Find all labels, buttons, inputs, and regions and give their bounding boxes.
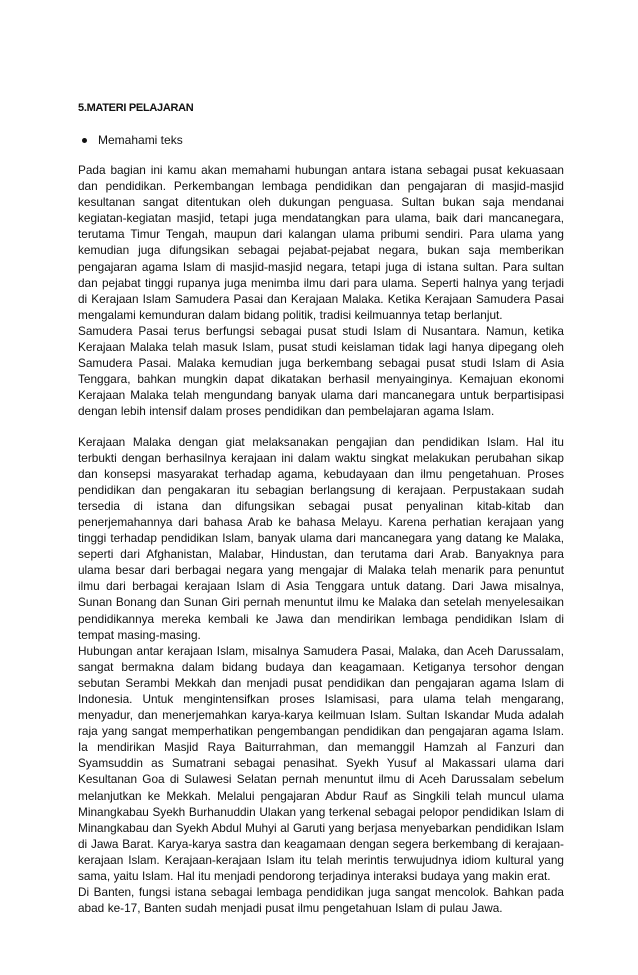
section-heading: 5.MATERI PELAJARAN bbox=[78, 102, 194, 114]
paragraph-1: Pada bagian ini kamu akan memahami hubungan antara istana sebagai pusat kekuasaan dan pendidikan. Perkembangan lembaga pendidikan dan pengajaran di masjid-masjid kesultanan sangat ditentukan oleh dukungan penguasa. Sultan bukan saja mendanai kegiatan-kegiatan masjid, tetapi juga mendatangkan para ulama, baik dari mancanegara, terutama Timur Tengah, maupun dari kalangan ulama pribumi sendiri. Para ulama yang kemudian juga difungsikan sebagai pejabat-pejabat negara, bukan saja memberikan pengajaran agama Islam di masjid-masjid negara, tetapi juga di istana sultan. Para sultan dan pejabat tinggi rupanya juga menimba ilmu dari para ulama. Seperti halnya yang terjadi di Kerajaan Islam Samudera Pasai dan Kerajaan Malaka. Ketika Kerajaan Samudera Pasai mengalami kemunduran dalam bidang politik, tradisi keilmuannya tetap berlanjut. bbox=[78, 163, 564, 322]
paragraph-2: Samudera Pasai terus berfungsi sebagai pusat studi Islam di Nusantara. Namun, ketika Kerajaan Malaka telah masuk Islam, pusat studi keislaman tidak lagi hanya dipegang oleh Samudera Pasai. Malaka kemudian juga berkembang sebagai pusat studi Islam di Asia Tenggara, bahkan mungkin dapat dikatakan berhasil menyainginya. Kemajuan ekonomi Kerajaan Malaka telah mengundang banyak ulama dari mancanegara untuk berpartisipasi dengan lebih intensif dalam proses pendidikan dan pembelajaran agama Islam. bbox=[78, 323, 564, 419]
bullet-list-item bbox=[78, 133, 564, 148]
bullet-item-label: Memahami teks bbox=[98, 133, 183, 147]
paragraph-5: Di Banten, fungsi istana sebagai lembaga pendidikan juga sangat mencolok. Bahkan pada abad ke-17, Banten sudah menjadi pusat ilmu pengetahuan Islam di pulau Jawa. bbox=[78, 885, 564, 916]
paragraph-4: Hubungan antar kerajaan Islam, misalnya Samudera Pasai, Malaka, dan Aceh Darussalam, sangat bermakna dalam bidang budaya dan keagamaan. Ketiganya tersohor dengan sebutan Serambi Mekkah dan menjadi pusat pendidikan dan pengajaran agama Islam di Indonesia. Untuk mengintensifkan proses Islamisasi, para ulama telah mengarang, menyadur, dan menerjemahkan karya-karya keilmuan Islam. Sultan Iskandar Muda adalah raja yang sangat memperhatikan pengembangan pendidikan dan pengajaran agama Islam. Ia mendirikan Masjid Raya Baiturrahman, dan memanggil Hamzah al Fanzuri dan Syamsuddin as Sumatrani sebagai penasihat. Syekh Yusuf al Makassari ulama dari Kesultanan Goa di Sulawesi Selatan pernah menuntut ilmu di Aceh Darussalam sebelum melanjutkan ke Mekkah. Melalui pengajaran Abdur Rauf as Singkili telah muncul ulama Minangkabau Syekh Burhanuddin Ulakan yang terkenal sebagai pelopor pendidikan Islam di Minangkabau dan Syekh Abdul Muhyi al Garuti yang berjasa menyebarkan pendidikan Islam di Jawa Barat. Karya-karya sastra dan keagamaan dengan segera berkembang di kerajaan-kerajaan Islam. Kerajaan-kerajaan Islam itu telah merintis terwujudnya idiom kultural yang sama, yaitu Islam. Hal itu menjadi pendorong terjadinya interaksi budaya yang makin erat. bbox=[78, 643, 564, 884]
paragraph-3: Kerajaan Malaka dengan giat melaksanakan pengajian dan pendidikan Islam. Hal itu terbukti dengan berhasilnya kerajaan ini dalam waktu singkat melakukan perubahan sikap dan konsepsi masyarakat terhadap agama, kebudayaan dan ilmu pengetahuan. Proses pendidikan dan pengakaran itu sebagian berlangsung di kerajaan. Perpustakaan sudah tersedia di istana dan difungsikan sebagai pusat penyalinan kitab-kitab dan penerjemahannya dari bahasa Arab ke bahasa Melayu. Karena perhatian kerajaan yang tinggi terhadap pendidikan Islam, banyak ulama dari mancanegara yang datang ke Malaka, seperti dari Afghanistan, Malabar, Hindustan, dan terutama dari Arab. Banyaknya para ulama besar dari berbagai negara yang mengajar di Malaka telah menarik para penuntut ilmu dari berbagai kerajaan Islam di Asia Tenggara untuk datang. Dari Jawa misalnya, Sunan Bonang dan Sunan Giri pernah menuntut ilmu ke Malaka dan setelah menyelesaikan pendidikannya mereka kembali ke Jawa dan mendirikan lembaga pendidikan Islam di tempat masing-masing. bbox=[78, 434, 564, 642]
document-page bbox=[78, 101, 564, 916]
bullet-icon bbox=[82, 138, 87, 143]
